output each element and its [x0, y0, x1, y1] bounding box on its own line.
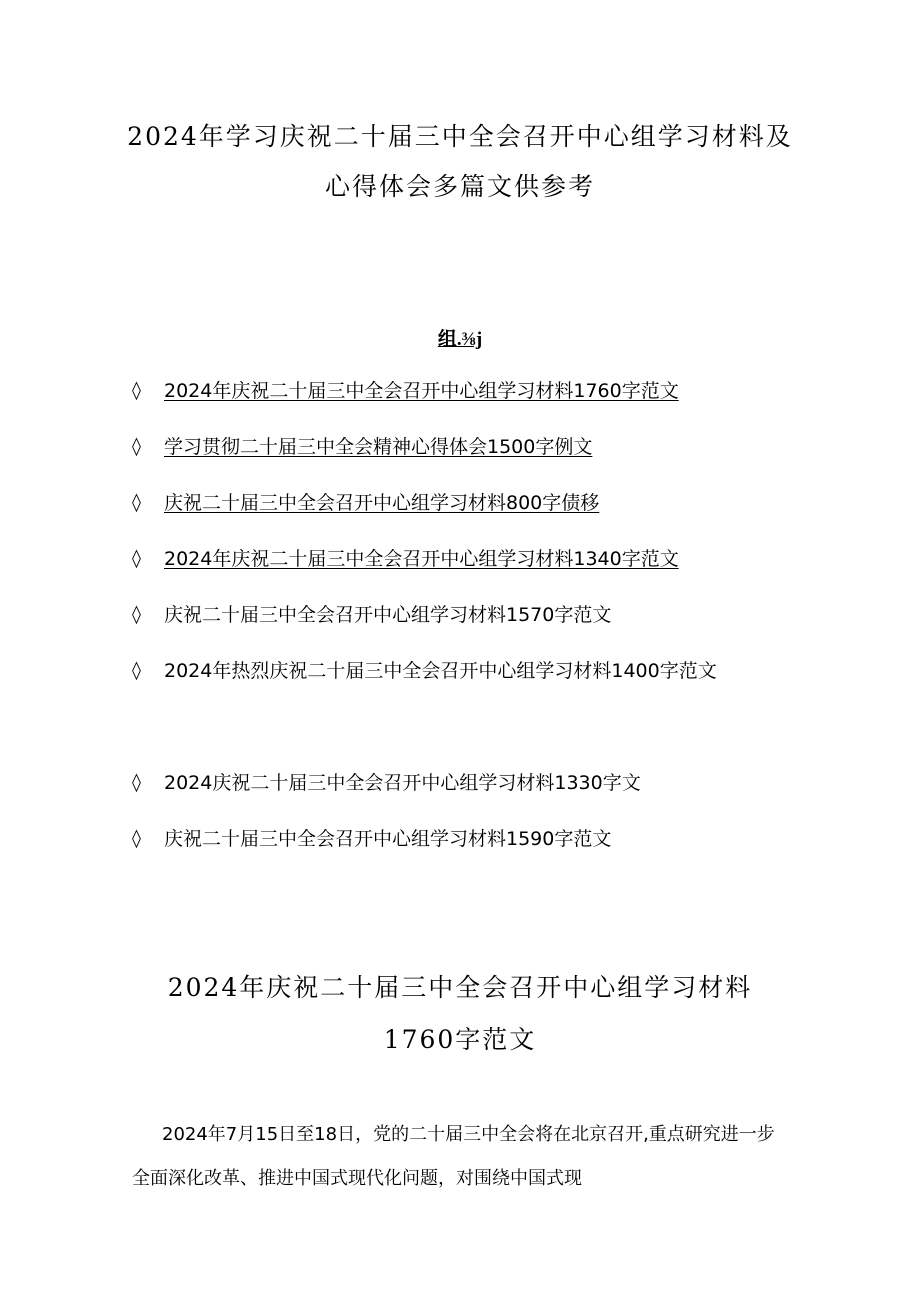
toc-item	[0, 594, 920, 650]
toc-label: 庆祝二十届三中全会召开中心组学习材料1570字范文	[164, 604, 612, 626]
diamond-bullet-icon: ◊	[132, 548, 141, 569]
toc-item[interactable]	[0, 426, 920, 482]
diamond-bullet-icon: ◊	[132, 828, 141, 849]
toc-label: 2024年热烈庆祝二十届三中全会召开中心组学习材料1400字范文	[164, 660, 717, 682]
toc-label: 2024庆祝二十届三中全会召开中心组学习材料1330字文	[164, 772, 641, 794]
diamond-bullet-icon: ◊	[132, 436, 141, 457]
toc-item[interactable]	[0, 482, 920, 538]
toc-link[interactable]: 2024年庆祝二十届三中全会召开中心组学习材料1760字范文	[164, 380, 679, 402]
toc-label: 庆祝二十届三中全会召开中心组学习材料1590字范文	[164, 828, 612, 850]
section-title: 2024年庆祝二十届三中全会召开中心组学习材料1760字范文	[167, 973, 753, 1054]
toc-item	[0, 818, 920, 874]
diamond-bullet-icon: ◊	[132, 660, 141, 681]
toc-item[interactable]	[0, 370, 920, 426]
toc-heading: 组.⅜j	[437, 329, 483, 350]
table-of-contents	[0, 370, 920, 874]
toc-item	[0, 650, 920, 762]
diamond-bullet-icon: ◊	[132, 380, 141, 401]
diamond-bullet-icon: ◊	[132, 492, 141, 513]
document-title: 2024年学习庆祝二十届三中全会召开中心组学习材料及心得体会多篇文供参考	[127, 122, 793, 201]
toc-item	[0, 762, 920, 818]
body-paragraph: 2024年7月15日至18日，党的二十届三中全会将在北京召开,重点研究进一步全面深化改革、推进中国式现代化问题，对围绕中国式现	[132, 1124, 775, 1189]
toc-item[interactable]	[0, 538, 920, 594]
toc-link[interactable]: 学习贯彻二十届三中全会精神心得体会1500字例文	[164, 436, 593, 458]
toc-link[interactable]: 庆祝二十届三中全会召开中心组学习材料800字债移	[164, 492, 600, 514]
toc-link[interactable]: 2024年庆祝二十届三中全会召开中心组学习材料1340字范文	[164, 548, 679, 570]
diamond-bullet-icon: ◊	[132, 604, 141, 625]
diamond-bullet-icon: ◊	[132, 772, 141, 793]
